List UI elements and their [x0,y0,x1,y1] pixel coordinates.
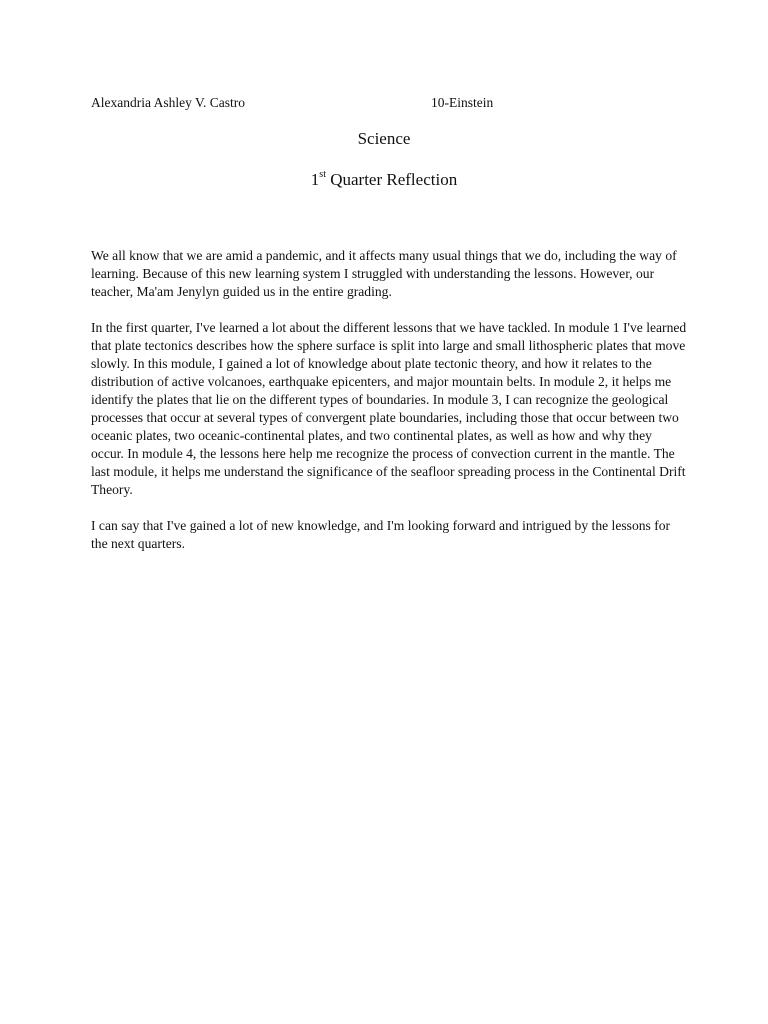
paragraph-modules: In the first quarter, I've learned a lot about the different lessons that we have tackled. In module 1 I've learned that plate tectonics describes how the sphere surface is split into large and small lithospheric plates that move slowly. In this module, I gained a lot of knowledge about plate tectonic theory, and how it relates to the distribution of active volcanoes, earthquake epicenters, and major mountain belts. In module 2, it helps me identify the plates that lie on the different types of boundaries. In module 3, I can recognize the geological processes that occur at several types of convergent plate boundaries, including those that occur between two oceanic plates, two oceanic-continental plates, and two continental plates, as well as how and why they occur. In module 4, the lessons here help me recognize the process of convection current in the mantle. The last module, it helps me understand the significance of the seafloor spreading process in the Continental Drift Theory. [91,320,687,497]
document-header [91,94,691,112]
paragraph-intro: We all know that we are amid a pandemic, and it affects many usual things that we do, including the way of learning. Because of this new learning system I struggled with understanding the lessons. However, our teacher, Ma'am Jenylyn guided us in the entire grading. [91,248,677,299]
reflection-title-text: Quarter Reflection [325,170,458,189]
reflection-title [0,168,768,192]
reflection-body [91,247,687,571]
author-name: Alexandria Ashley V. Castro [91,95,245,110]
reflection-title-ordinal: st [319,169,326,181]
class-section: 10-Einstein [431,95,494,110]
reflection-title-number: 1 [310,170,320,189]
paragraph-conclusion: I can say that I've gained a lot of new knowledge, and I'm looking forward and intrigued by the lessons for the next quarters. [91,518,671,551]
subject-title: Science [357,129,411,148]
